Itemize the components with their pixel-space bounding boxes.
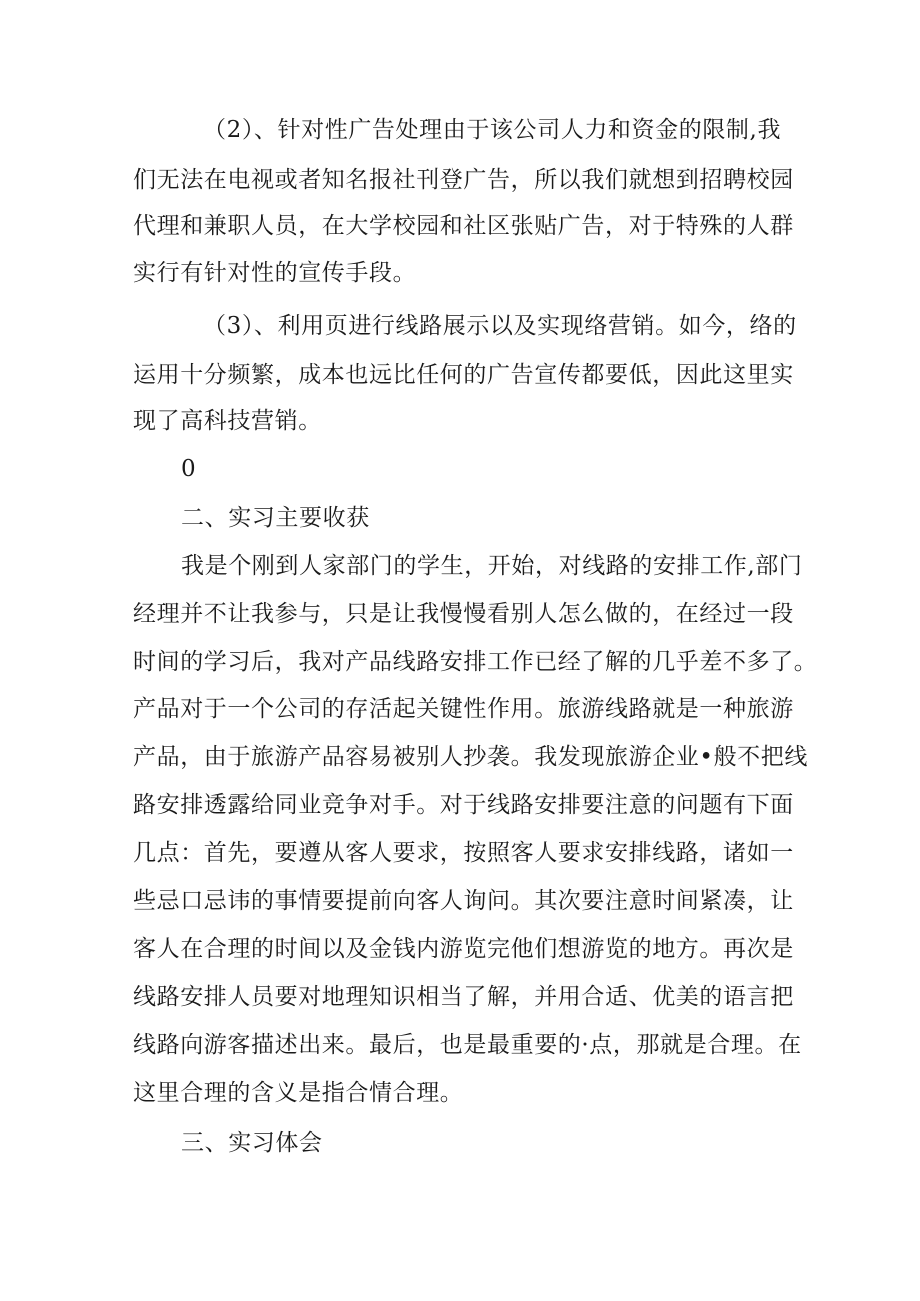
paragraph-line: 些忌口忌讳的事情要提前向客人询问。其次要注意时间紧凑，让 [133, 888, 794, 914]
paragraph-line: 实行有针对性的宣传手段。 [133, 260, 417, 286]
paragraph-line: 线路安排人员要对地理知识相当了解，并用合适、优美的语言把 [133, 984, 794, 1010]
paragraph-line: 现了高科技营销。 [133, 408, 322, 434]
paragraph-line: （3）、利用页进行线路展示以及实现络营销。如今，络的 [203, 313, 797, 339]
paragraph-line: 0 [181, 456, 197, 482]
paragraph-line: 线路向游客描述出来。最后，也是最重要的·点，那就是合理。在 [133, 1032, 802, 1058]
paragraph-line: 几点：首先，要遵从客人要求，按照客人要求安排线路，诸如一 [133, 840, 794, 866]
paragraph-line: 客人在合理的时间以及金钱内游览完他们想游览的地方。再次是 [133, 936, 794, 962]
paragraph-line: 代理和兼职人员，在大学校园和社区张贴广告，对于特殊的人群 [133, 213, 794, 239]
paragraph-line: 这里合理的含义是指合情合理。 [133, 1080, 464, 1106]
section-heading: 二、实习主要收获 [181, 505, 370, 531]
paragraph-line: 时间的学习后，我对产品线路安排工作已经了解的几乎差不多了。 [133, 649, 818, 675]
paragraph-line: 产品，由于旅游产品容易被别人抄袭。我发现旅游企业•般不把线 [133, 744, 808, 770]
paragraph-line: 运用十分频繁，成本也远比任何的广告宣传都要低，因此这里实 [133, 362, 794, 388]
paragraph-line: 路安排透露给同业竞争对手。对于线路安排要注意的问题有下面 [133, 792, 794, 818]
paragraph-line: 们无法在电视或者知名报社刊登广告，所以我们就想到招聘校园 [133, 167, 794, 193]
paragraph-line: 我是个刚到人家部门的学生，开始，对线路的安排工作,部门 [181, 553, 803, 579]
paragraph-line: 经理并不让我参与，只是让我慢慢看别人怎么做的，在经过一段 [133, 601, 794, 627]
section-heading: 三、实习体会 [181, 1130, 323, 1156]
paragraph-line: 产品对于一个公司的存活起关键性作用。旅游线路就是一种旅游 [133, 696, 794, 722]
paragraph-line: （2）、针对性广告处理由于该公司人力和资金的限制,我 [203, 117, 782, 143]
